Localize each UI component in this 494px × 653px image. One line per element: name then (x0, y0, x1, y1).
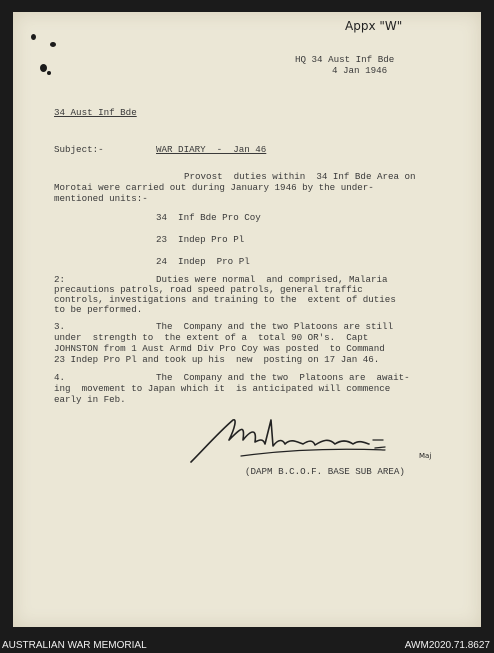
punch-hole (50, 42, 56, 47)
addressee: 34 Aust Inf Bde (54, 107, 137, 118)
document-page (13, 12, 481, 627)
header-line-1: HQ 34 Aust Inf Bde (295, 54, 395, 65)
punch-hole (47, 71, 51, 75)
para2-line: to be performed. (54, 304, 143, 315)
punch-hole (40, 64, 47, 72)
para3-line: The Company and the two Platoons are still (156, 321, 394, 332)
para4-number: 4. (54, 372, 66, 383)
para1-line: mentioned units:- (54, 193, 148, 204)
para2-line: controls, investigations and training to the extent of duties (54, 294, 396, 305)
signature-rank: Maj (419, 452, 432, 460)
para1-line: Provost duties within 34 Inf Bde Area on (184, 171, 416, 182)
para3-line: under strength to the extent of a total 90 OR's. Capt (54, 332, 369, 343)
appendix-annotation: Appx "W" (345, 19, 403, 33)
signature-title: (DAPM B.C.O.F. BASE SUB AREA) (245, 466, 405, 477)
para3-number: 3. (54, 321, 66, 332)
para1-line: Morotai were carried out during January 1946 by the under- (54, 182, 374, 193)
punch-hole (31, 34, 36, 40)
para4-line: early in Feb. (54, 394, 126, 405)
para2-number: 2: (54, 274, 66, 285)
para4-line: The Company and the two Platoons are await- (156, 372, 410, 383)
unit-item: 23 Indep Pro Pl (156, 234, 245, 245)
para2-line: precautions patrols, road speed patrols, general traffic (54, 284, 363, 295)
subject-label: Subject:- (54, 144, 104, 155)
unit-item: 34 Inf Bde Pro Coy (156, 212, 261, 223)
para3-line: 23 Indep Pro Pl and took up his new posting on 17 Jan 46. (54, 354, 380, 365)
para4-line: ing movement to Japan which it is anticipated will commence (54, 383, 391, 394)
para3-line: JOHNSTON from 1 Aust Armd Div Pro Coy was posted to Command (54, 343, 385, 354)
signature (185, 410, 425, 472)
archive-footer (0, 638, 494, 653)
para2-line: Duties were normal and comprised, Malaria (156, 274, 388, 285)
subject-value: WAR DIARY - Jan 46 (156, 144, 267, 155)
footer-institution: AUSTRALIAN WAR MEMORIAL (2, 640, 147, 651)
footer-accession-id: AWM2020.71.8627 (404, 640, 490, 651)
header-date: 4 Jan 1946 (332, 65, 388, 76)
unit-item: 24 Indep Pro Pl (156, 256, 250, 267)
